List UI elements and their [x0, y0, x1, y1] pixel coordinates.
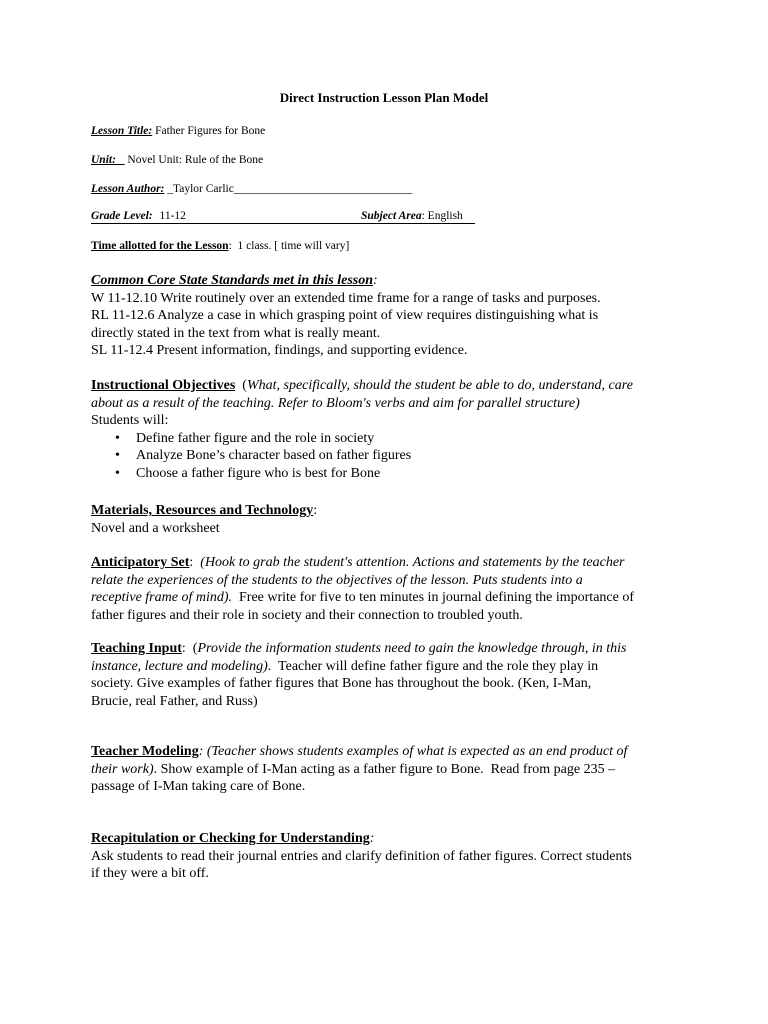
standards-section	[91, 272, 691, 360]
teaching-input-text-line4: Brucie, real Father, and Russ)	[91, 693, 258, 709]
modeling-heading: Teacher Modeling	[91, 744, 199, 759]
teaching-input-italic-line2: instance, lecture and modeling)	[91, 658, 268, 674]
objectives-heading: Instructional Objectives	[91, 378, 236, 393]
time-allotted-label: Time allotted for the Lesson	[91, 240, 229, 252]
unit-row	[91, 154, 263, 166]
lesson-author-value: _Taylor Carlic_______________________________	[167, 183, 413, 195]
recap-heading: Recapitulation or Checking for Understanding	[91, 831, 370, 846]
teaching-input-italic-line1: Provide the information students need to gain the knowledge through, in this	[197, 641, 627, 656]
teaching-input-text-line3: society. Give examples of father figures that Bone has throughout the book. (Ken, I-Man,	[91, 676, 592, 691]
modeling-line2	[91, 761, 691, 779]
standards-heading-line	[91, 272, 691, 290]
objective-text: Define father figure and the role in society	[136, 430, 375, 446]
anticipatory-line3	[91, 589, 691, 607]
modeling-section	[91, 743, 691, 796]
teaching-input-line1	[91, 640, 691, 658]
standard-line: directly stated in the text from what is really meant.	[91, 325, 381, 341]
anticipatory-italic-line3: receptive frame of mind).	[91, 590, 232, 605]
materials-heading: Materials, Resources and Technology	[91, 503, 314, 518]
materials-section	[91, 502, 691, 537]
objective-text: Analyze Bone’s character based on father figures	[136, 448, 412, 463]
grade-level-label: Grade Level:	[91, 210, 153, 222]
standard-line: RL 11-12.6 Analyze a case in which grasping point of view requires distinguishing what is	[91, 308, 599, 323]
teaching-input-line2	[91, 658, 691, 676]
list-item	[91, 447, 691, 465]
objectives-heading-line	[91, 377, 691, 395]
bullet-dot-icon: •	[115, 430, 120, 446]
objectives-desc-open: (	[235, 378, 247, 393]
bullet-dot-icon: •	[115, 465, 120, 481]
document-title: Direct Instruction Lesson Plan Model	[279, 90, 489, 105]
objectives-desc-line2: about as a result of the teaching. Refer to Bloom's verbs and aim for parallel structure)	[91, 395, 580, 411]
standard-line: W 11-12.10 Write routinely over an extended time frame for a range of tasks and purposes.	[91, 290, 601, 306]
modeling-line1	[91, 743, 691, 761]
lesson-author-label: Lesson Author:	[91, 183, 165, 195]
anticipatory-heading: Anticipatory Set	[91, 555, 190, 570]
anticipatory-line1	[91, 554, 691, 572]
objectives-desc-line1: What, specifically, should the student be able to do, understand, care	[246, 378, 633, 393]
subject-area-label: Subject Area	[361, 210, 422, 222]
recap-line2: if they were a bit off.	[91, 866, 209, 881]
unit-underline-fill	[116, 154, 125, 166]
teaching-input-section	[91, 640, 691, 710]
recap-heading-colon: :	[369, 831, 375, 846]
teaching-input-heading: Teaching Input	[91, 641, 182, 656]
objectives-section	[91, 377, 691, 482]
anticipatory-colon: :	[189, 555, 201, 570]
unit-value: Novel Unit: Rule of the Bone	[127, 154, 264, 166]
anticipatory-text-line3: Free write for five to ten minutes in journal defining the importance of	[232, 590, 634, 605]
materials-text: Novel and a worksheet	[91, 520, 220, 536]
modeling-text-line3: passage of I-Man taking care of Bone.	[91, 779, 306, 794]
modeling-text-line2: . Show example of I-Man acting as a father figure to Bone. Read from page 235 –	[153, 761, 616, 777]
time-allotted-row	[91, 240, 349, 252]
lesson-author-row	[91, 183, 412, 195]
list-item	[91, 430, 691, 448]
lesson-title-row	[91, 125, 265, 137]
recap-line1: Ask students to read their journal entries and clarify definition of father figures. Correct students	[91, 848, 632, 864]
lesson-title-label: Lesson Title:	[91, 125, 153, 137]
standard-line: SL 11-12.4 Present information, findings, and supporting evidence.	[91, 343, 468, 358]
teaching-input-text-line2: . Teacher will define father figure and the role they play in	[267, 658, 599, 674]
objective-text: Choose a father figure who is best for Bone	[136, 465, 381, 481]
anticipatory-italic-line2: relate the experiences of the students to the objectives of the lesson. Puts students into a	[91, 572, 583, 588]
teaching-input-colon: : (	[181, 641, 198, 656]
unit-label: Unit:	[91, 154, 116, 166]
grade-subject-row	[91, 210, 475, 224]
anticipatory-text-line4: father figures and their role in society and their connection to troubled youth.	[91, 607, 523, 623]
objectives-list	[91, 430, 691, 483]
bullet-dot-icon: •	[115, 448, 120, 463]
standards-heading: Common Core State Standards met in this lesson	[91, 273, 374, 288]
materials-heading-colon: :	[313, 503, 318, 518]
subject-area	[361, 210, 463, 222]
standards-heading-colon: :	[373, 273, 378, 288]
recap-section	[91, 830, 691, 883]
anticipatory-italic-line1: (Hook to grab the student's attention. Actions and statements by the teacher	[200, 555, 625, 570]
objectives-intro: Students will:	[91, 413, 169, 428]
anticipatory-section	[91, 554, 691, 624]
list-item	[91, 465, 691, 483]
subject-area-value: : English	[421, 210, 463, 222]
modeling-italic-line1: : (Teacher shows students examples of what is expected as an end product of	[198, 744, 628, 759]
modeling-italic-line2: their work)	[91, 761, 154, 777]
time-allotted-value: : 1 class. [ time will vary]	[228, 240, 350, 252]
grade-level-value: 11-12	[159, 210, 186, 222]
lesson-title-value: Father Figures for Bone	[155, 125, 266, 137]
materials-heading-line	[91, 502, 691, 520]
recap-heading-line	[91, 830, 691, 848]
